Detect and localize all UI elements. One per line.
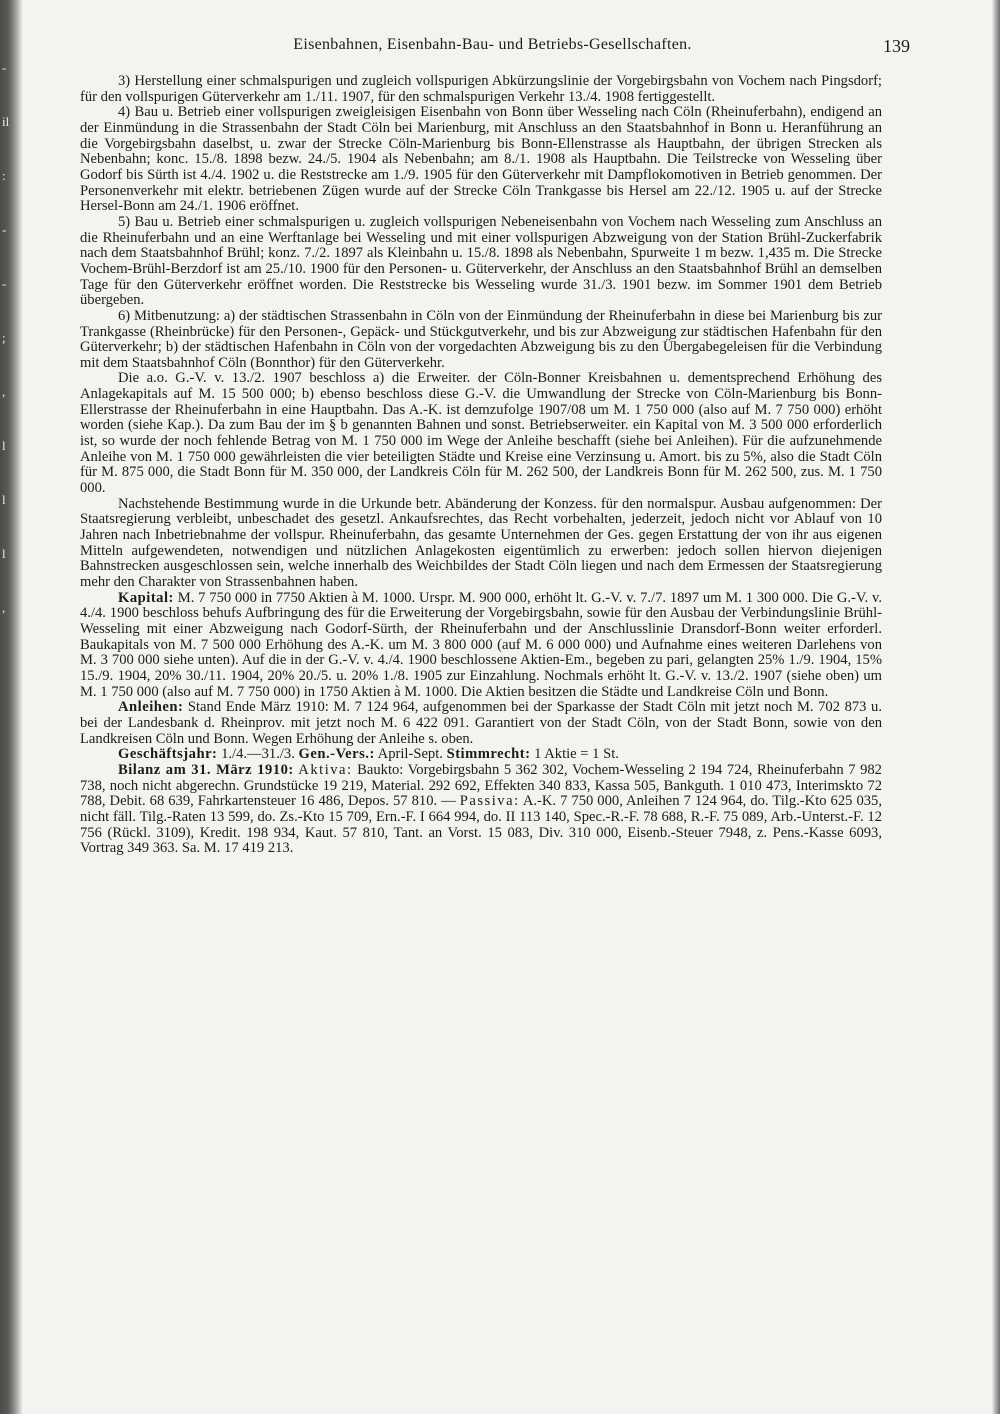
paragraph-business-year [80,747,882,763]
voting-right-value: 1 Aktie = 1 St. [534,746,619,763]
liabilities-text: A.-K. 7 750 000, Anleihen 7 124 964, do. Tilg.-Kto 625 035, nicht fäll. Tilg.-Raten 13 599, do. Zs.-Kto 15 709, Ern.-F. I 664 994, do. II 113 140, Spec.-R.-F. 78 688, R.-F. 75 089, Arb.-Unterst.-F. 12 756 (Rückl. 3109), Kredit. 198 934, Kaut. 57 810, Tant. an Vorst. 15 083, Div. 310 000, Eisenb.-Steuer 7948, z. Pens.-Kasse 6093, Vortrag 349 363. Sa. M. 17 419 213. [80,793,883,857]
margin-mark: - [2,276,7,291]
margin-mark: l [2,492,6,507]
balance-label: Bilanz am 31. März 1910: [118,761,294,778]
page-number: 139 [883,36,910,56]
running-title: Eisenbahnen, Eisenbahn-Bau- und Betriebs-Gesellschaften. [293,36,692,53]
margin-mark: - [2,60,7,75]
margin-mark: - [2,222,7,237]
margin-mark: , [2,384,6,399]
paragraph-concession-clause: Nachstehende Bestimmung wurde in die Urkunde betr. Abänderung der Konzess. für den normalspur. Ausbau aufgenommen: Der Staatsregierung verbleibt, unbeschadet des gesetzl. Ankaufsrechtes, das Recht vorbehalten, jederzeit, jedoch nicht vor Ablauf von 10 Jahren nach Inbetriebnahme der vollspur. Rheinuferbahn, das gesamte Unternehmen der Ges. gegen Erstattung der von ihr aus eigenen Mitteln aufgewendeten, notwendigen und nützlichen Anlagekosten eigentümlich zu erwerben: jedoch sollen hiervon diejenigen Bahnstrecken ausgeschlossen sein, welche innerhalb des Weichbildes der Stadt Cöln liegen und nach dem Ermessen der Staatsregierung mehr den Charakter von Strassenbahnen haben. [80,495,882,590]
assets-text: Baukto: Vorgebirgsbahn 5 362 302, Vochem-Wesseling 2 194 724, Rheinuferbahn 7 982 738, noch nicht abgerechn. Grundstücke 19 219, Material. 292 692, Effekten 340 833, Kassa 505, Bankguth. 1 010 473, Interimskto 72 788, Debit. 68 639, Fahrkartensteuer 16 486, Depos. 57 810. — [80,761,882,810]
body-text [80,74,882,857]
paragraph-balance-sheet [80,763,882,857]
paragraph-3: 3) Herstellung einer schmalspurigen und zugleich vollspurigen Abkürzungslinie der Vorgebirgsbahn von Vochem nach Pingsdorf; für den vollspurigen Güterverkehr am 1./11. 1907, für den schmalspurigen Verkehr 13./4. 1908 fertiggestellt. [80,73,882,105]
liabilities-label: Passiva: [459,793,520,810]
margin-marks [2,60,18,654]
paragraph-6: 6) Mitbenutzung: a) der städtischen Strassenbahn in Cöln von der Einmündung der Rheinuferbahn in diese bei Marienburg bis zur Trankgasse (Rheinbrücke) für den Personen-, Gepäck- und Stückgutverkehr, und bis zur Abzweigung zur städtischen Hafenbahn für den Güterverkehr; b) der städtischen Hafenbahn in Cöln von der vorgedachten Abzweigung bis zu den Übergabegeleisen für die Verbindung mit dem Staatsbahnhof Cöln (Bonnthor) für den Güterverkehr. [80,307,882,371]
left-page-edge [0,0,22,1414]
paragraph-loans [80,700,882,747]
capital-label: Kapital: [118,589,174,606]
general-meeting-label: Gen.-Vers.: [298,746,375,763]
margin-mark: ; [2,330,6,345]
assets-label: Aktiva: [298,761,353,778]
business-year-value: 1./4.—31./3. [221,746,295,763]
margin-mark: l [2,546,6,561]
general-meeting-value: April-Sept. [377,746,443,763]
loans-text: Stand Ende März 1910: M. 7 124 964, aufgenommen bei der Sparkasse der Stadt Cöln mit jetzt noch M. 702 873 u. bei der Landesbank d. Rheinprov. mit jetzt noch M. 6 422 091. Garantiert von der Stadt Cöln, von der Stadt Bonn, sowie von den Landkreisen Cöln und Bonn. Wegen Erhöhung der Anleihe s. oben. [80,699,882,747]
paragraph-4: 4) Bau u. Betrieb einer vollspurigen zweigleisigen Eisenbahn von Bonn über Wesseling nach Cöln (Rheinuferbahn), endigend an der Einmündung in die Strassenbahn der Stadt Cöln bei Marienburg, mit Anschluss an den Staatsbahnhof in Bonn u. Heranführung an die Vorgebirgsbahn daselbst, u. zwar der Strecke Cöln-Marienburg bis Bonn-Ellenstrasse als Hauptbahn, der übrigen Strecken als Nebenbahn; konc. 15./8. 1898 bezw. 24./5. 1904 als Nebenbahn; am 8./1. 1908 als Hauptbahn. Die Teilstrecke von Wesseling über Godorf bis Sürth ist 4./4. 1902 u. die Reststrecke am 1./9. 1905 für den Güterverkehr mit Dampflokomotiven in Betrieb genommen. Der Personenverkehr mit elektr. betriebenen Zügen wurde auf der Strecke Cöln Trankgasse bis Hersel am 22./12. 1905 u. auf der Strecke Hersel-Bonn am 24./1. 1906 eröffnet. [80,104,882,215]
loans-label: Anleihen: [118,699,184,716]
business-year-label: Geschäftsjahr: [118,746,218,763]
paragraph-5: 5) Bau u. Betrieb einer schmalspurigen u. zugleich vollspurigen Nebeneisenbahn von Vochem nach Wesseling zum Anschluss an die Rheinuferbahn und an eine Werftanlage bei Wesseling und mit einer vollspurigen Abzweigung von der Station Brühl-Zuckerfabrik nach dem Staatsbahnhof Brühl; konz. 7./2. 1897 als Kleinbahn u. 15./8. 1898 als Nebenbahn, Spurweite 1 m bezw. 1,435 m. Die Strecke Vochem-Brühl-Berzdorf ist am 25./10. 1900 für den Personen- u. Güterverkehr, der Anschluss an den Staatsbahnhof Brühl an demselben Tage für den Güterverkehr eröffnet worden. Die Reststrecke bis Wesseling wurde 31./3. 1901 bezw. im Sommer 1901 dem Betrieb übergeben. [80,213,882,309]
right-page-edge [992,0,1000,1414]
margin-mark: , [2,600,6,615]
paragraph-capital [80,591,882,701]
margin-mark: : [2,168,6,183]
running-header [80,36,905,54]
paragraph-general-meeting: Die a.o. G.-V. v. 13./2. 1907 beschloss a) die Erweiter. der Cöln-Bonner Kreisbahnen u. dementsprechend Erhöhung des Anlagekapitals auf M. 15 500 000; b) ebenso beschloss diese G.-V. die Umwandlung der Strecke von Cöln-Marienburg bis Bonn-Ellerstrasse der Rheinuferbahn in eine Hauptbahn. Das A.-K. ist demzufolge 1907/08 um M. 1 750 000 (also auf M. 7 750 000) erhöht worden (siehe Kap.). Da zum Bau der im § b genannten Bahnen und sonst. Betriebserweiter. ein Kapital von M. 3 500 000 erforderlich ist, so wurde der noch fehlende Betrag von M. 1 750 000 im Wege der Anleihe beschafft (siehe bei Anleihen). Für die aufzunehmende Anleihe von M. 1 750 000 gewährleisten die vier beteiligten Städte und Kreise eine Verzinsung u. Amort. bis zu 5%, also die Stadt Cöln für M. 875 000, die Stadt Bonn für M. 350 000, der Landkreis Cöln für M. 262 500, der Landkreis Bonn für M. 262 500, zus. M. 1 750 000. [80,370,882,497]
margin-mark: il [2,114,10,129]
capital-text: M. 7 750 000 in 7750 Aktien à M. 1000. Urspr. M. 900 000, erhöht lt. G.-V. v. 7./7. 1897 um M. 1 300 000. Die G.-V. v. 4./4. 1900 beschloss behufs Aufbringung des für die Erweiterung der Vorgebirgsbahn, sowie für den Ausbau der Verbindungslinie Brühl-Wesseling mit einer Abzweigung nach Godorf-Sürth, der Rheinuferbahn und der Anschlusslinie Dransdorf-Bonn weiter erforderl. Baukapitals von M. 7 500 000 Erhöhung des A.-K. um M. 3 800 000 (auf M. 6 000 000) und Aufnahme eines weiteren Darlehens von M. 3 700 000 siehe unten). Auf die in der G.-V. v. 4./4. 1900 beschlossene Aktien-Em., begeben zu pari, gelangten 25% 1./9. 1904, 15% 15./9. 1904, 20% 30./11. 1904, 20% 20./5. u. 20% 1./8. 1905 zur Einzahlung. Nochmals erhöht lt. G.-V. v. 13./2. 1907 (siehe oben) um M. 1 750 000 (also auf M. 7 750 000) in 1750 Aktien à M. 1000. Die Aktien besitzen die Städte und Landkreise Cöln und Bonn. [80,589,882,700]
voting-right-label: Stimmrecht: [446,746,531,763]
margin-mark: l [2,438,6,453]
